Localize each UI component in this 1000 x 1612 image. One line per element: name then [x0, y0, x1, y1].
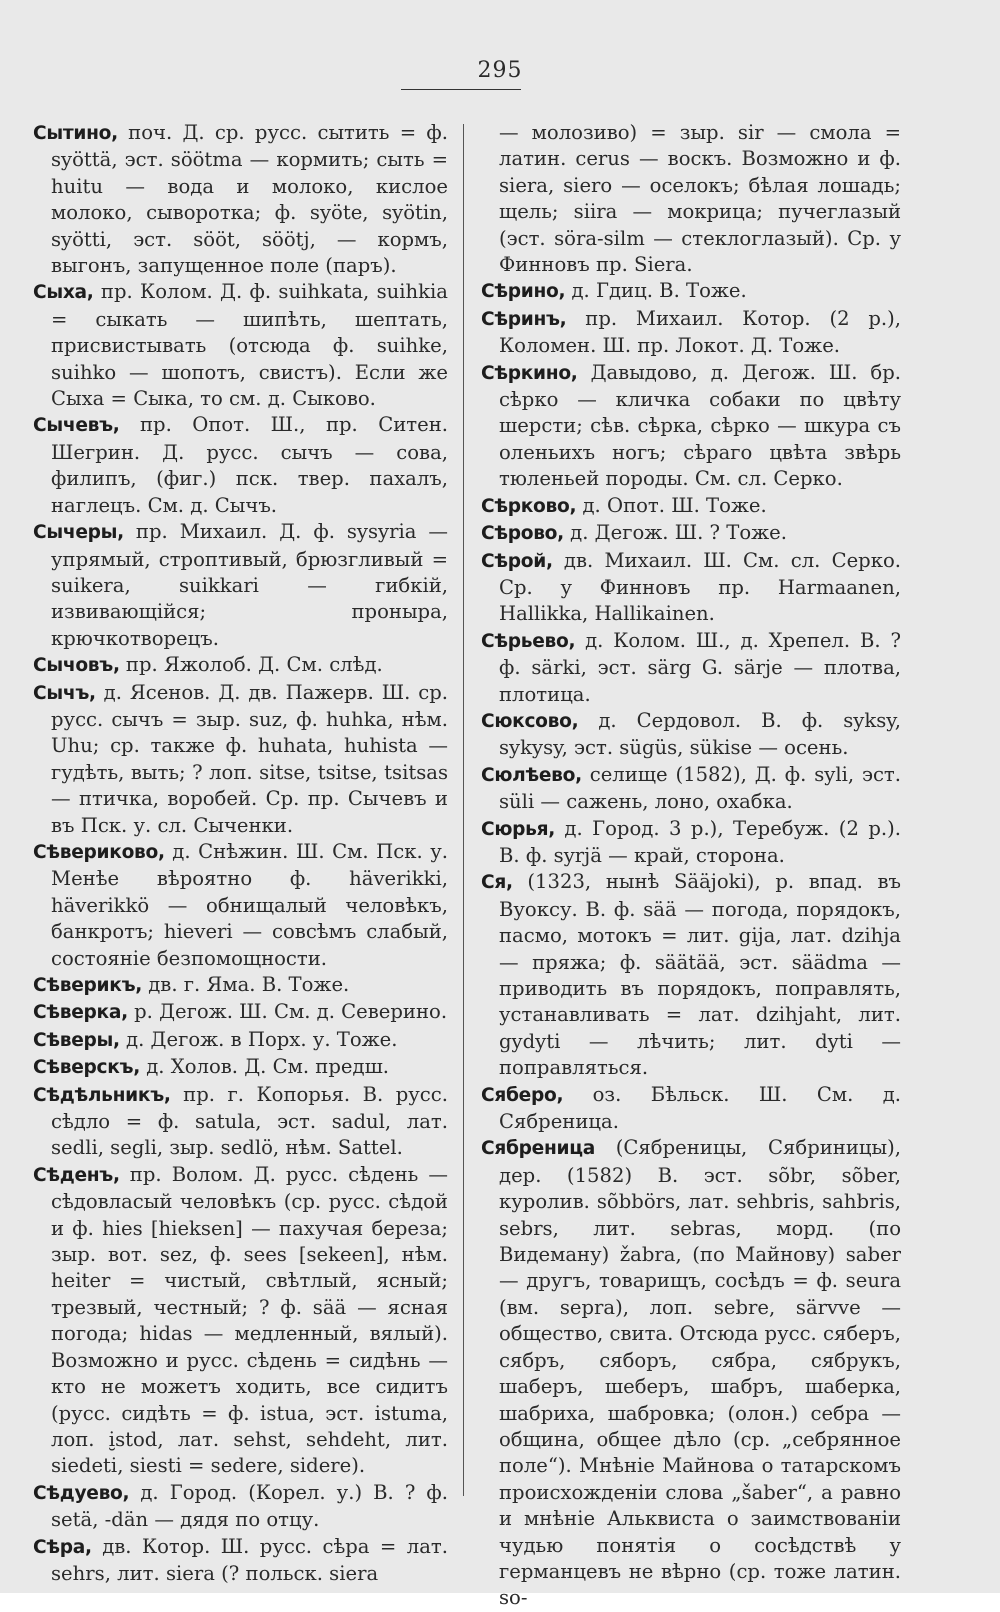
entry-text: поч. Д. ср. русс. сытить = ф. syöttä, эст. söötma — кормить; сыть = huitu — вода и молоко, кислое молоко, сыворотка; ф. syöte, syötin, syötti, эст. sööt, söötj, — кормъ, выгонъ, запущенное поле (паръ).: [51, 121, 448, 278]
dictionary-entry: [33, 1054, 448, 1081]
entry-headword: Сѣркино,: [481, 362, 578, 384]
dictionary-entry: [33, 120, 448, 279]
entry-text: д. Холов. Д. См. предш.: [140, 1055, 390, 1079]
entry-headword: Сѣрино,: [481, 281, 566, 303]
entry-text: дв. Михаил. Ш. См. сл. Серко. Ср. у Финновъ пр. Harmaanen, Hallikka, Hallikainen.: [499, 548, 901, 626]
dictionary-entry: [33, 652, 448, 679]
entry-text: д. Гдиц. В. Тоже.: [565, 279, 747, 303]
dictionary-entry: [33, 972, 448, 999]
dictionary-entry: [481, 708, 901, 762]
entry-headword: Сюлѣево,: [481, 764, 582, 786]
right-column: [481, 120, 901, 1612]
dictionary-entry: [481, 520, 901, 547]
entry-text: пр. Михаил. Д. ф. sysyria — упрямый, строптивый, брюзгливый = suikera, suikkari — гибкій, извивающійся; проныра, крючкотворецъ.: [51, 520, 448, 650]
dictionary-entry: [481, 869, 901, 1081]
dictionary-entry: [33, 1162, 448, 1480]
entry-text: дв. г. Яма. В. Тоже.: [142, 973, 350, 996]
entry-text: пр. Волом. Д. русс. сѣдень — сѣдовласый человѣкъ (ср. русс. сѣдой и ф. hies [hieksen] — пахучая береза; зыр. вот. sez, ф. sees [sekeen], нѣм. heiter = чистый, свѣтлый, ясный; трезвый, честный; ? ф. sää — ясная погода; hidas — медленный, вялый). Возможно и русс. сѣдень = сидѣнь — кто не можетъ ходить, все сидитъ (русс. сидѣть = ф. istua, эст. istuma, лоп. i̮stod, лат. sehst, sehdeht, лит. siedeti, siesti = sedere, sidere).: [51, 1162, 448, 1478]
entry-text: (Сябреницы, Сябриницы), дер. (1582) В. эст. sõbr, sõber, куролив. sõbbörs, лат. sehbris, sahbris, sebrs, лит. sebras, морд. (по Видеману) žabra, (по Майнову) saber — другъ, товарищъ, сосѣдъ = ф. seura (вм. sepra), лоп. sebre, särvve — общество, свита. Отсюда русс. сяберъ, сябръ, сяборъ, сябра, сябрукъ, шаберъ, шеберъ, шабръ, шаберка, шабриха, шабровка; (олон.) себра — община, общее дѣло (ср. „себрянное поле“). Мнѣніе Майнова о татарскомъ происхожденіи слова „šaber“, а равно и мнѣніе Альквиста о заимствованіи чудью понятія о сосѣдствѣ у германцевъ не вѣрно (ср. тоже латин. so-: [499, 1136, 901, 1610]
dictionary-entry: [481, 306, 901, 360]
dictionary-entry: [481, 816, 901, 870]
dictionary-entry: [481, 1082, 901, 1136]
dictionary-entry: [33, 839, 448, 972]
entry-headword: Сюрья,: [481, 818, 555, 840]
entry-headword: Сычовъ,: [33, 655, 120, 677]
left-column: [33, 120, 448, 1587]
entry-headword: Сяберо,: [481, 1084, 564, 1106]
entry-headword: Сюксово,: [481, 710, 579, 732]
dictionary-entry: [481, 628, 901, 708]
dictionary-entry: [481, 548, 901, 628]
entry-headword: Сѣверскъ,: [33, 1057, 140, 1079]
entry-headword: Сѣрово,: [481, 523, 564, 545]
entry-headword: Сѣрой,: [481, 550, 553, 572]
entry-text: пр. Михаил. Котор. (2 р.), Коломен. Ш. пр. Локот. Д. Тоже.: [499, 306, 901, 358]
entry-text: Давыдово, д. Дегож. Ш. бр. сѣрко — кличка собаки по цвѣту шерсти; сѣв. сѣрка, сѣрко — шкура съ оленьихъ ногъ; сѣраго цвѣта звѣрь тюленьей породы. См. сл. Серко.: [499, 360, 901, 491]
entry-text: д. Город. 3 р.), Теребуж. (2 р.). В. ф. syrjä — край, сторона.: [499, 816, 901, 867]
entry-headword: Сѣверикъ,: [33, 975, 142, 996]
entry-headword: Сѣвериково,: [33, 841, 165, 863]
entry-text: оз. Бѣльск. Ш. См. д. Сябреница.: [499, 1082, 901, 1134]
entry-headword: Сычеры,: [33, 522, 124, 544]
dictionary-entry: [33, 1480, 448, 1534]
entry-headword: Сытино,: [33, 123, 118, 144]
dictionary-entry: [481, 493, 901, 520]
dictionary-entry: [481, 278, 901, 305]
entry-headword: Сѣрьево,: [481, 630, 576, 652]
entry-text: р. Дегож. Ш. См. д. Северино.: [127, 1000, 448, 1024]
entry-headword: Сычъ,: [33, 682, 96, 704]
continued-entry-text: — молозиво) = зыр. sir — смола = латин. cerus — воскъ. Возможно и ф. siera, siero — оселокъ; бѣлая лошадь; щель; siira — мокрица; пучеглазый (эст. söra-silm — стеклоглазый). Ср. у Финновъ пр. Siera.: [499, 121, 901, 277]
header-rule: [401, 89, 521, 90]
entry-text: д. Опот. Ш. Тоже.: [576, 493, 767, 517]
entry-text: пр. Опот. Ш., пр. Ситен. Шегрин. Д. русс. сычъ — сова, филипъ, (фиг.) пск. твер. пахалъ, наглецъ. См. д. Сычъ.: [51, 413, 448, 517]
entry-text: д. Колом. Ш., д. Хрепел. В. ? ф. särki, эст. särg G. särje — плотва, плотица.: [499, 628, 901, 706]
dictionary-entry: [33, 279, 448, 412]
entry-headword: Сѣрково,: [481, 495, 577, 517]
page-number: 295: [477, 58, 523, 83]
dictionary-entry: [33, 1082, 448, 1162]
entry-headword: Сѣра,: [33, 1536, 92, 1558]
entry-text: д. Дегож. в Порх. у. Тоже.: [119, 1027, 398, 1051]
entry-headword: Сыха,: [33, 282, 94, 304]
entry-headword: Сычевъ,: [33, 415, 120, 437]
entry-headword: Сябреница: [481, 1138, 595, 1160]
entry-headword: Сѣринъ,: [481, 308, 567, 330]
entry-text: д. Сердовол. В. ф. syksy, sykysy, эст. sügüs, sükise — осень.: [499, 708, 901, 760]
entry-text: пр. Колом. Д. ф. suihkata, suihkia = сыкать — шипѣть, шептать, присвистывать (отсюда ф. suihke, suihko — шопотъ, свистъ). Если же Сыха = Сыка, то см. д. Сыково.: [51, 280, 448, 411]
entry-headword: Сѣверы,: [33, 1029, 120, 1051]
dictionary-entry: [33, 519, 448, 652]
entry-text: пр. Яжолоб. Д. См. слѣд.: [119, 653, 383, 677]
entry-text: д. Ясенов. Д. дв. Пажерв. Ш. ср. русс. сычъ = зыр. suz, ф. huhka, нѣм. Uhu; ср. также ф. huhata, huhista — гудѣть, выть; ? лоп. sitse, tsitse, tsitsas — птичка, воробей. Ср. пр. Сычевъ и въ Пск. у. сл. Сыченки.: [51, 680, 448, 837]
entry-text: д. Город. (Корел. у.) В. ? ф. setä, -dän — дядя по отцу.: [51, 1480, 448, 1532]
entry-headword: Сѣдѣльникъ,: [33, 1084, 171, 1106]
entry-text: дв. Котор. Ш. русс. сѣра = лат. sehrs, лит. siera (? польск. siera: [51, 1534, 448, 1585]
entry-text: д. Снѣжин. Ш. См. Пск. у. Менѣе вѣроятно ф. häverikki, häverikkö — обнищалый человѣкъ, банкротъ; hieveri — совсѣмъ слабый, состояніе безпомощности.: [51, 839, 448, 970]
dictionary-entry: [481, 1135, 901, 1611]
entry-text: (1323, нынѣ Sääjoki), р. впад. въ Вуоксу. В. ф. sää — погода, порядокъ, пасмо, мотокъ = лит. gija, лат. dzihja — пряжа; ф. säätää, эст. säädma — приводить въ порядокъ, поправлять, устанавливать = лат. dzihjaht, лит. gydyti — лѣчить; лит. dyti — поправляться.: [499, 870, 901, 1080]
entry-headword: Ся,: [481, 872, 513, 894]
entry-text: пр. г. Копорья. В. русс. сѣдло = ф. satula, эст. sadul, лат. sedli, segli, зыр. sedlö, нѣм. Sattel.: [51, 1082, 448, 1160]
dictionary-entry: [33, 412, 448, 519]
dictionary-entry: [481, 360, 901, 493]
dictionary-entry: [33, 999, 448, 1026]
entry-headword: Сѣверка,: [33, 1002, 128, 1024]
column-divider: [463, 124, 464, 1496]
dictionary-entry: [33, 1534, 448, 1588]
dictionary-entry: [33, 680, 448, 839]
entry-headword: Сѣденъ,: [33, 1164, 120, 1186]
entry-text: селище (1582), Д. ф. syli, эст. süli — сажень, лоно, охабка.: [499, 762, 901, 814]
dictionary-entry: [481, 762, 901, 816]
entry-text: д. Дегож. Ш. ? Тоже.: [563, 521, 788, 545]
dictionary-entry: [33, 1027, 448, 1054]
entry-headword: Сѣдуево,: [33, 1482, 130, 1504]
